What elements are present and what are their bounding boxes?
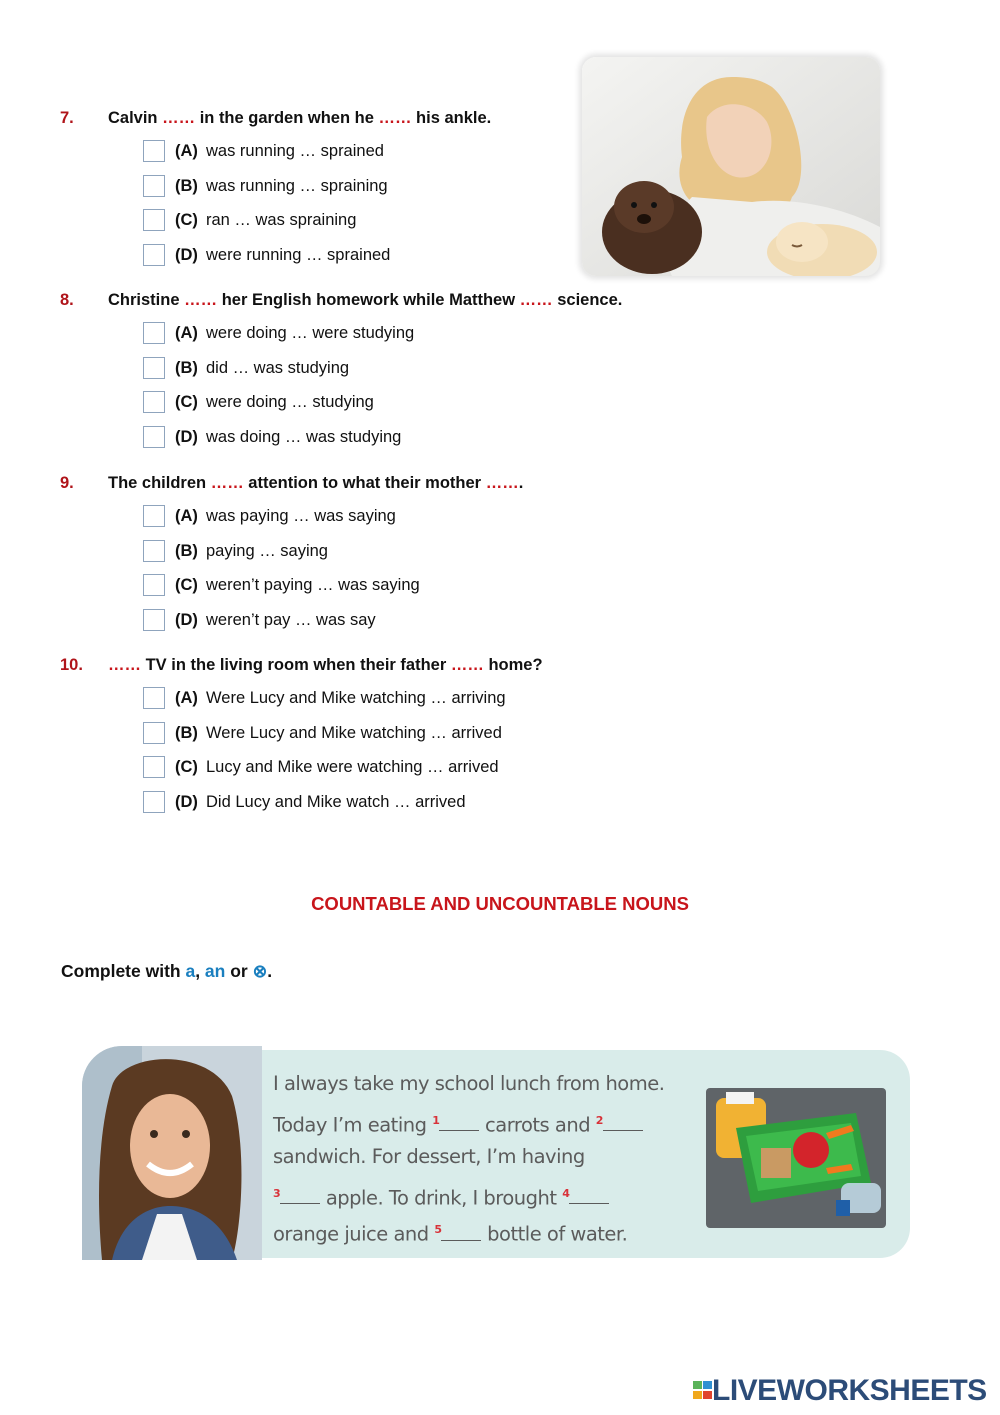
option-text: was running … spraining [206, 176, 388, 195]
option-letter: (C) [175, 758, 198, 776]
option-text: Were Lucy and Mike watching … arrived [206, 723, 502, 742]
option-letter: (C) [175, 576, 198, 594]
answer-checkbox[interactable] [143, 540, 165, 562]
question-text-segment: her English homework while Matthew [217, 291, 520, 309]
option-a-word: a [185, 961, 196, 981]
blank-number-1: 1 [432, 1113, 440, 1127]
answer-checkbox[interactable] [143, 175, 165, 197]
option-letter: (D) [175, 792, 198, 811]
instruction-text [61, 961, 272, 982]
lunch-line-2 [273, 1103, 643, 1144]
lunch-line-5 [273, 1212, 627, 1253]
question-text-segment: home? [483, 656, 543, 674]
blank-dots: …… [162, 109, 196, 127]
option-text: Lucy and Mike were watching … arrived [206, 758, 499, 776]
option-letter: (B) [175, 358, 198, 377]
answer-checkbox[interactable] [143, 791, 165, 813]
blank-1[interactable] [439, 1116, 479, 1131]
question-text-segment: his ankle. [411, 109, 492, 127]
blank-number-5: 5 [434, 1223, 442, 1236]
instruction-or: or [225, 961, 253, 981]
instruction-separator: , [195, 961, 205, 981]
blank-dots: …… [485, 474, 519, 492]
logo-text: LIVEWORKSHEETS [712, 1374, 987, 1407]
answer-checkbox[interactable] [143, 426, 165, 448]
option-text: weren’t pay … was say [206, 610, 376, 629]
question-text [108, 291, 622, 310]
option-letter: (B) [175, 541, 198, 560]
lunch-line-5-end: bottle of water. [481, 1222, 628, 1246]
question-text-segment: Calvin [108, 109, 163, 127]
blank-dots: …… [210, 474, 244, 492]
lunch-line-3: sandwich. For dessert, I’m having [273, 1145, 585, 1168]
option-letter: (D) [175, 427, 198, 446]
section-title: COUNTABLE AND UNCOUNTABLE NOUNS [311, 893, 689, 914]
lunchbox-photo [706, 1088, 886, 1228]
question-number: 10. [60, 656, 83, 674]
option-text: did … was studying [206, 358, 350, 377]
instruction-end: . [267, 961, 273, 981]
option-an-word: an [204, 961, 226, 981]
blank-dots: …… [184, 291, 218, 309]
liveworksheets-logo-icon [692, 1378, 714, 1402]
question-text-segment: attention to what their mother [243, 474, 486, 492]
blank-4[interactable] [569, 1189, 609, 1204]
blank-dots: …… [450, 656, 484, 674]
instruction-prefix: Complete with [61, 961, 186, 981]
option-text: was running … sprained [206, 142, 384, 160]
blank-number-3: 3 [273, 1186, 281, 1200]
answer-checkbox[interactable] [143, 756, 165, 778]
option-text: was doing … was studying [206, 427, 402, 446]
question-text [108, 656, 543, 675]
option-text: ran … was spraining [206, 211, 357, 229]
option-text: weren’t paying … was saying [206, 576, 420, 594]
question-text [108, 474, 523, 493]
blank-5[interactable] [441, 1226, 481, 1241]
option-letter: (C) [175, 211, 198, 229]
lunch-line-4-mid: apple. To drink, I brought [320, 1186, 563, 1209]
question-number: 8. [60, 291, 74, 309]
blank-number-2: 2 [595, 1113, 603, 1127]
option-text: Were Lucy and Mike watching … arriving [206, 689, 506, 707]
blank-dots: …… [378, 109, 412, 127]
blank-dots: …… [108, 656, 141, 674]
option-letter: (B) [175, 723, 198, 742]
answer-checkbox[interactable] [143, 687, 165, 709]
answer-checkbox[interactable] [143, 722, 165, 744]
option-letter: (A) [175, 324, 198, 342]
lunch-line-1: I always take my school lunch from home. [273, 1072, 665, 1095]
answer-checkbox[interactable] [143, 609, 165, 631]
blank-dots: …… [519, 291, 553, 309]
answer-checkbox[interactable] [143, 357, 165, 379]
question-text [108, 109, 491, 128]
option-letter: (A) [175, 507, 198, 525]
lunch-text-panel [82, 1046, 910, 1264]
answer-checkbox[interactable] [143, 322, 165, 344]
option-letter: (A) [175, 142, 198, 160]
question-text-segment: The children [108, 474, 211, 492]
lunch-line-5-start: orange juice and [273, 1222, 435, 1246]
zero-article-icon: ⊗ [252, 961, 268, 981]
question-text-segment: science. [552, 291, 623, 309]
option-text: were running … sprained [206, 245, 391, 264]
question-text-segment: Christine [108, 291, 185, 309]
lunch-line-2-mid: carrots and [479, 1113, 596, 1136]
girl-with-puppies-photo [582, 57, 880, 276]
option-letter: (C) [175, 393, 198, 411]
lunch-line-2-start: Today I’m eating [273, 1113, 433, 1136]
question-number: 9. [60, 474, 74, 492]
blank-2[interactable] [603, 1116, 643, 1131]
smiling-girl-photo [82, 1046, 262, 1260]
option-text: Did Lucy and Mike watch … arrived [206, 792, 466, 811]
option-text: were doing … were studying [206, 324, 415, 342]
option-text: was paying … was saying [206, 507, 396, 525]
question-number: 7. [60, 109, 74, 127]
option-letter: (A) [175, 689, 198, 707]
question-text-segment: . [518, 474, 524, 492]
answer-checkbox[interactable] [143, 140, 165, 162]
question-text-segment: TV in the living room when their father [141, 656, 451, 674]
answer-checkbox[interactable] [143, 209, 165, 231]
option-letter: (D) [175, 610, 198, 629]
option-letter: (D) [175, 245, 198, 264]
option-letter: (B) [175, 176, 198, 195]
answer-checkbox[interactable] [143, 574, 165, 596]
blank-number-4: 4 [562, 1186, 570, 1200]
option-text: paying … saying [206, 541, 328, 560]
blank-3[interactable] [280, 1189, 320, 1204]
answer-checkbox[interactable] [143, 244, 165, 266]
answer-checkbox[interactable] [143, 391, 165, 413]
question-text-segment: in the garden when he [195, 109, 379, 127]
answer-checkbox[interactable] [143, 505, 165, 527]
lunch-line-4 [273, 1176, 609, 1217]
option-text: were doing … studying [206, 393, 374, 411]
